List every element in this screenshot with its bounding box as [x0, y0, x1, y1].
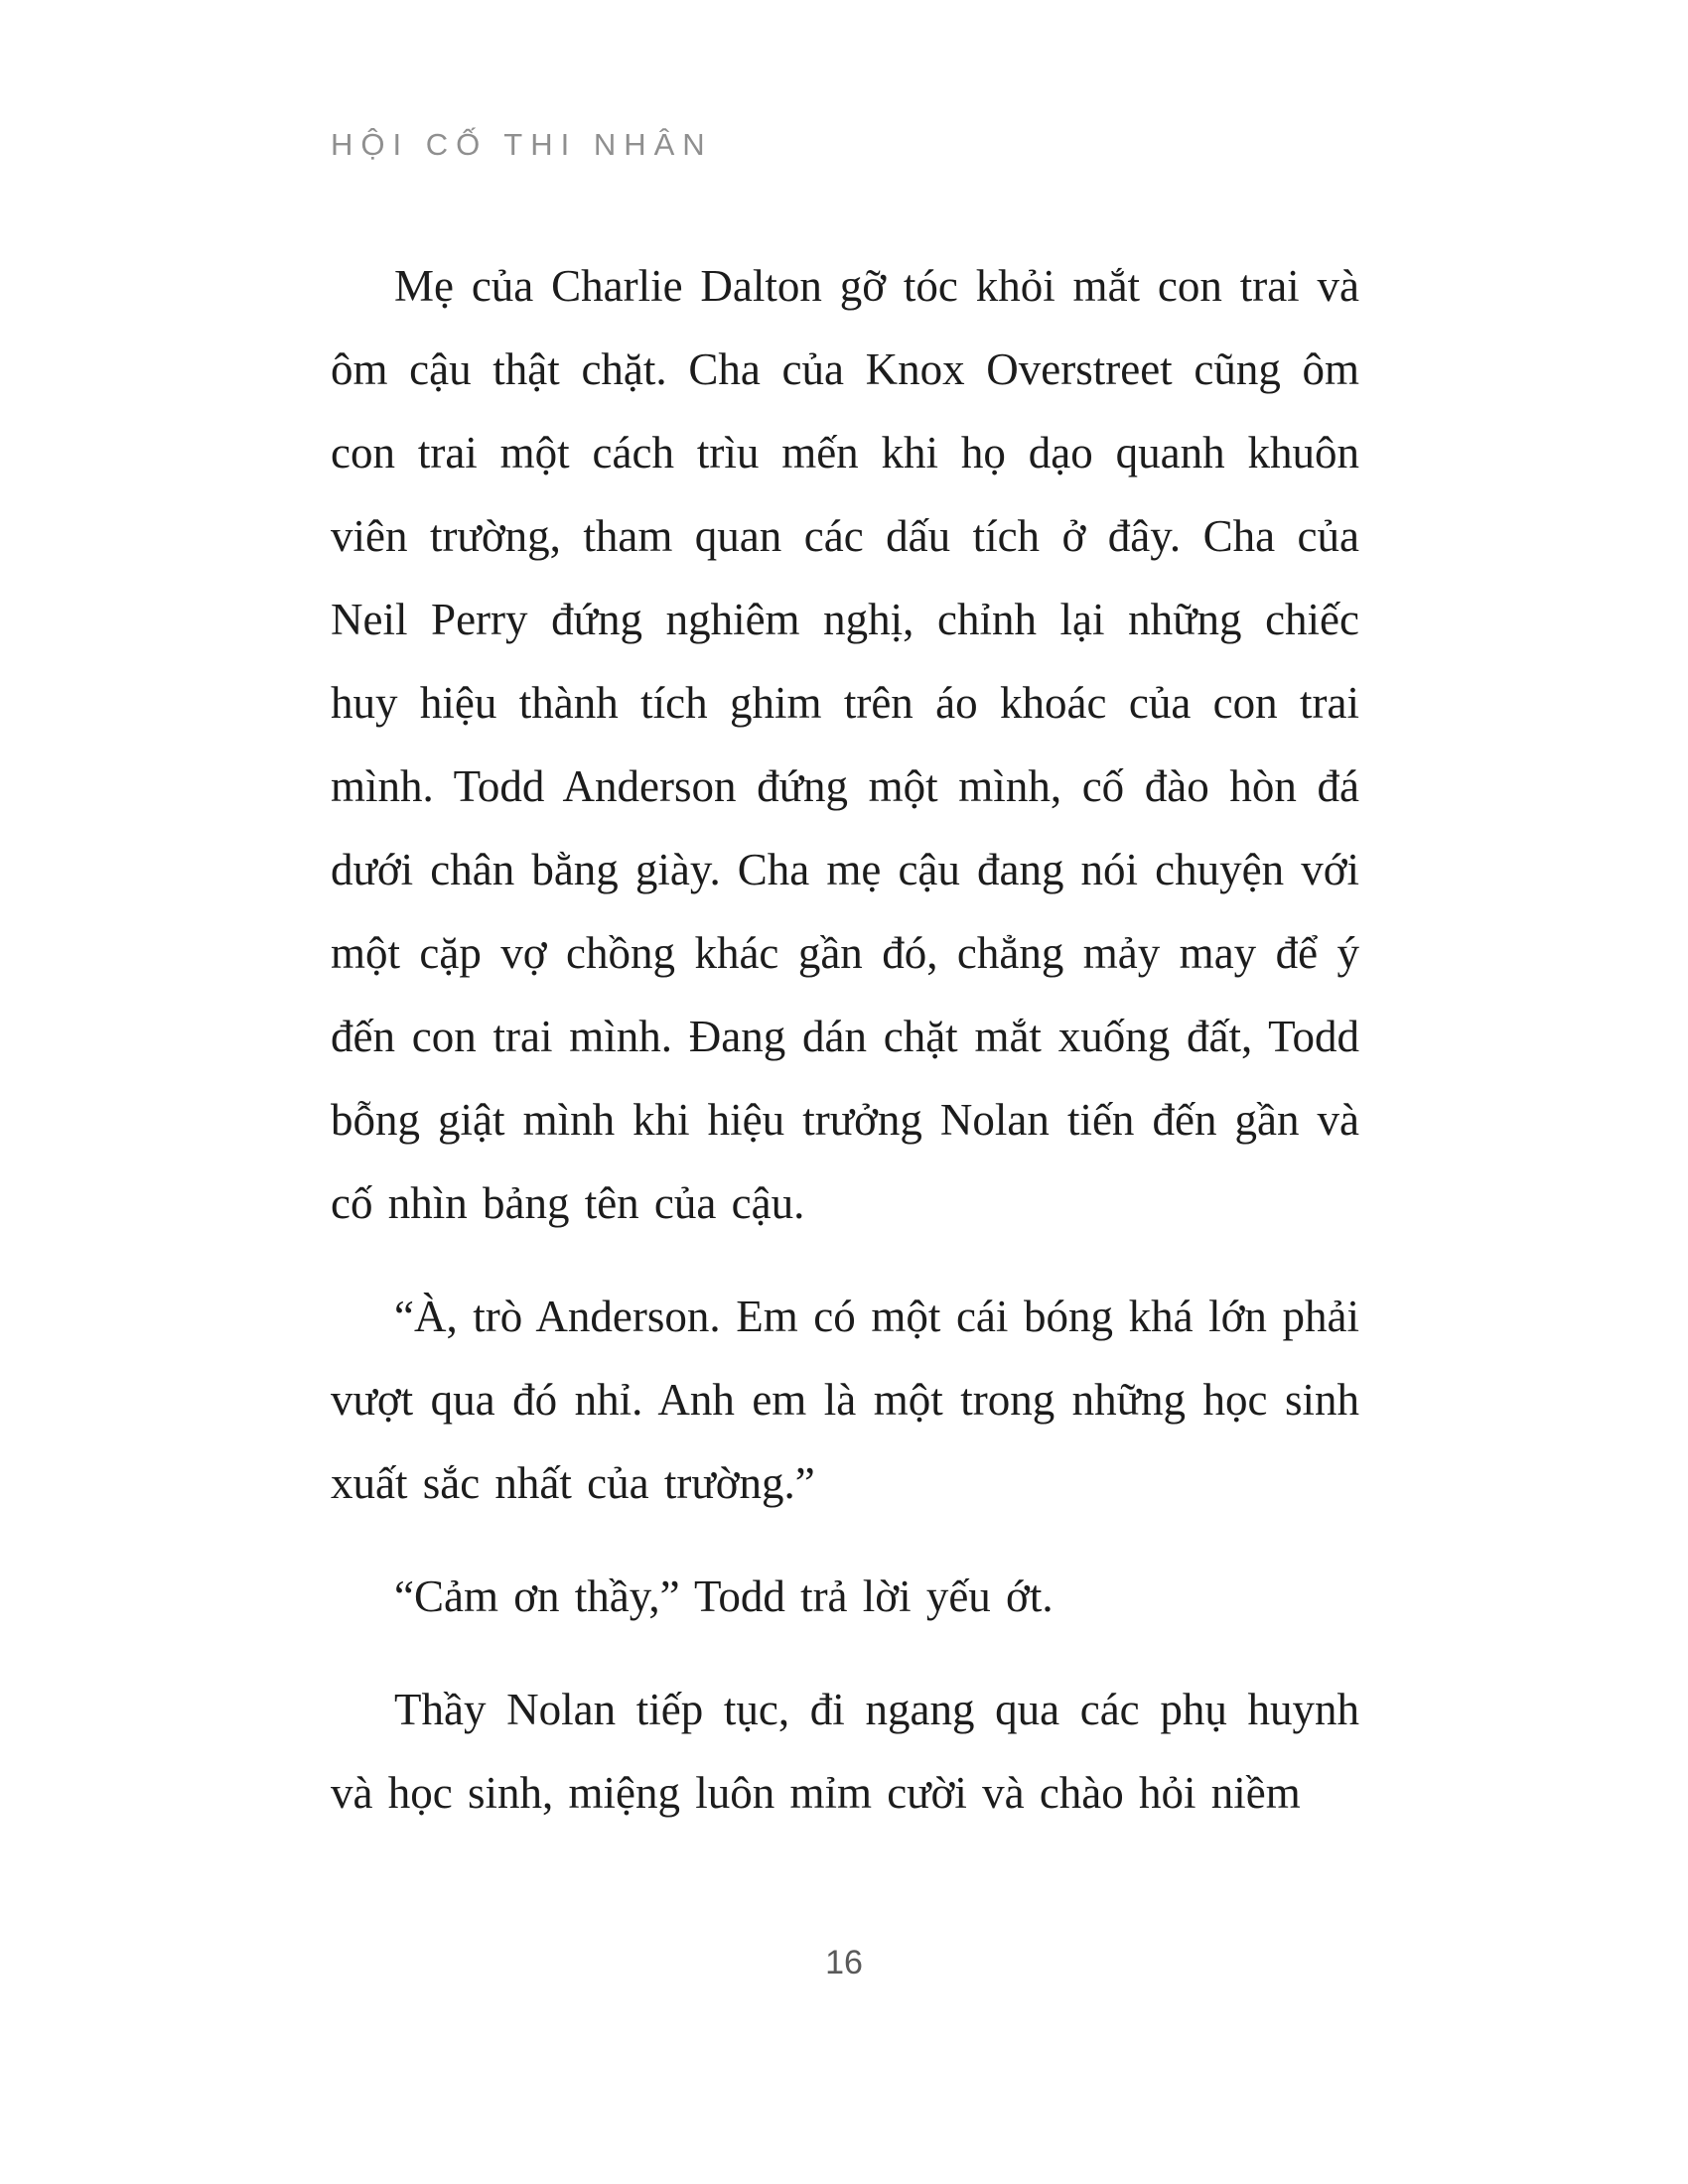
paragraph: Mẹ của Charlie Dalton gỡ tóc khỏi mắt con trai và ôm cậu thật chặt. Cha của Knox Overstreet cũng ôm con trai một cách trìu mến khi họ dạo quanh khuôn viên trường, tham quan các dấu tích ở đây. Cha của Neil Perry đứng nghiêm nghị, chỉnh lại những chiếc huy hiệu thành tích ghim trên áo khoác của con trai mình. Todd Anderson đứng một mình, cố đào hòn đá dưới chân bằng giày. Cha mẹ cậu đang nói chuyện với một cặp vợ chồng khác gần đó, chẳng mảy may để ý đến con trai mình. Đang dán chặt mắt xuống đất, Todd bỗng giật mình khi hiệu trưởng Nolan tiến đến gần và cố nhìn bảng tên của cậu.	[331, 261, 1359, 1228]
running-header: HỘI CỐ THI NHÂN	[331, 127, 713, 162]
paragraph: “Cảm ơn thầy,” Todd trả lời yếu ớt.	[394, 1571, 1054, 1621]
page-number: 16	[825, 1944, 863, 1981]
paragraph: Thầy Nolan tiếp tục, đi ngang qua các phụ huynh và học sinh, miệng luôn mỉm cười và chào hỏi niềm	[331, 1685, 1359, 1818]
paragraph: “À, trò Anderson. Em có một cái bóng khá lớn phải vượt qua đó nhỉ. Anh em là một trong những học sinh xuất sắc nhất của trường.”	[331, 1292, 1359, 1508]
body-text	[331, 244, 1359, 1864]
